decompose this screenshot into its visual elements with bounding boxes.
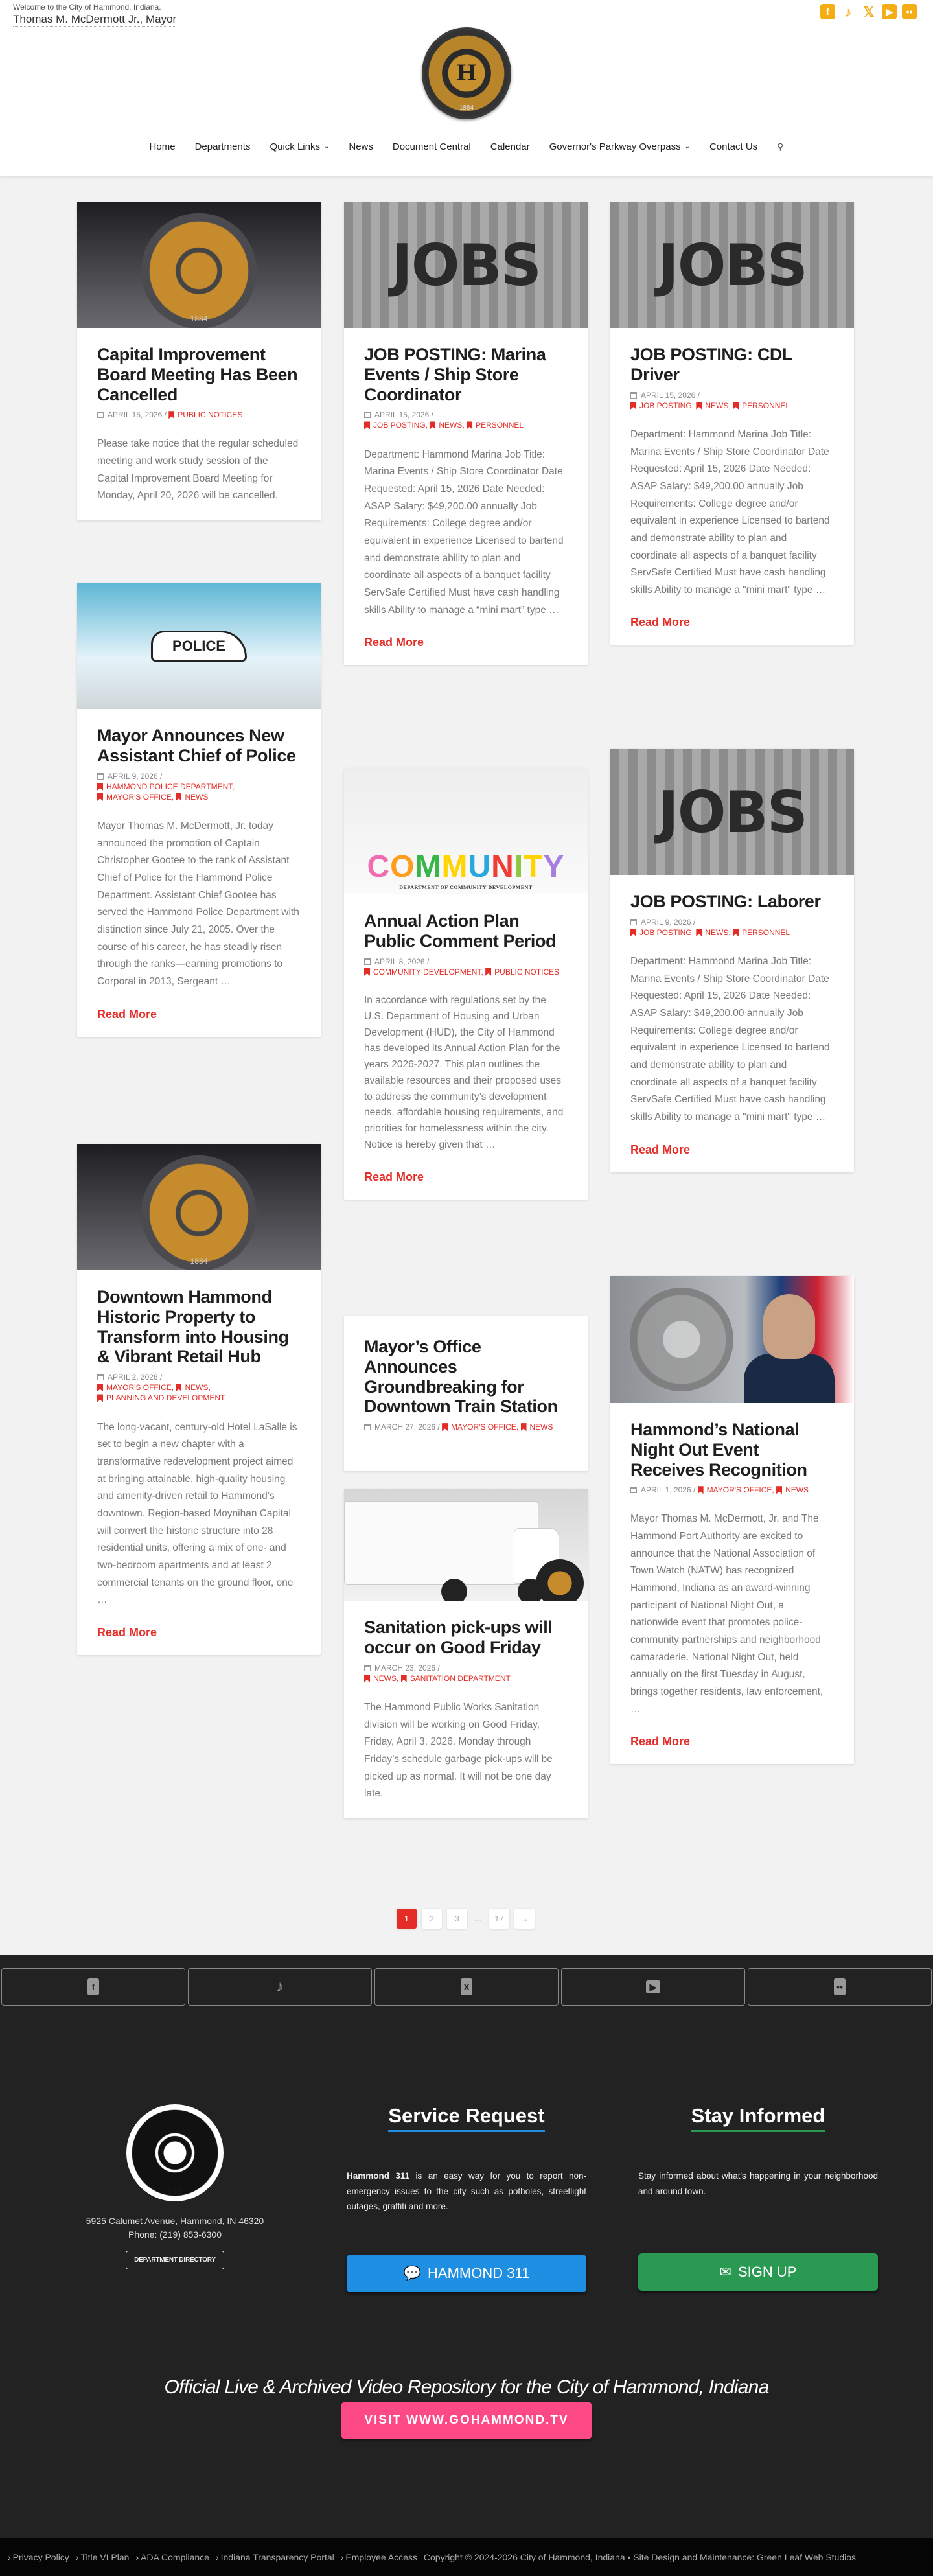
bookmark-icon <box>696 929 702 936</box>
post-card <box>610 749 854 1172</box>
button-label: HAMMOND 311 <box>428 2264 530 2281</box>
chevron-right-icon: › <box>75 2552 79 2562</box>
service-request-text <box>347 2168 586 2214</box>
footer-contact <box>65 2104 285 2269</box>
calendar-icon <box>97 412 104 418</box>
post-excerpt: Mayor Thomas M. McDermott, Jr. today announced the promotion of Captain Christopher Gootee to the rank of Assistant Chief of Police for the Hammond Police Department. Assistant Chief Gootee has served the Hammond Police Department with distinction since July 21, 2005. Over the course of his career, he has steadily risen through the ranks—earning promotions to Corporal in 2013, Sergeant … <box>97 820 299 987</box>
calendar-icon <box>630 919 637 925</box>
post-excerpt: Mayor Thomas M. McDermott, Jr. and The Hammond Port Authority are excited to announce that the National Association of Town Watch (NATW) has recognized Hammond, Indiana as an award-winning participant of National Night Out, a nationwide event that promotes police-community partnerships and neighborhood camaraderie. National Night Out, held annually on the first Tuesday in August, brings together residents, law enforcement, … <box>630 1513 824 1715</box>
bookmark-icon <box>430 421 435 429</box>
site-header <box>0 0 933 176</box>
post-meta: APRIL 1, 2026 / MAYOR'S OFFICE, NEWS <box>630 1485 834 1495</box>
link-label: Title VI Plan <box>80 2552 130 2562</box>
page-2[interactable]: 2 <box>422 1909 442 1929</box>
post-category[interactable]: COMMUNITY DEVELOPMENT, <box>364 968 483 977</box>
post-category[interactable] <box>733 401 790 410</box>
nav-home[interactable] <box>140 141 185 152</box>
post-title[interactable]: JOB POSTING: CDL Driver <box>630 345 792 384</box>
hammond-311-button[interactable] <box>347 2255 586 2292</box>
read-more-link[interactable]: Read More <box>97 1625 157 1639</box>
page-1[interactable]: 1 <box>397 1909 417 1929</box>
main-nav <box>0 141 933 152</box>
category-label: NEWS <box>439 421 463 430</box>
envelope-icon: ✉ <box>719 2264 731 2280</box>
post-category[interactable]: NEWS, <box>696 928 730 937</box>
bookmark-icon <box>176 793 181 801</box>
indiana-transparency-portal-link[interactable] <box>216 2552 334 2562</box>
post-date: APRIL 8, 2026 <box>374 957 425 966</box>
post-category[interactable] <box>776 1485 809 1494</box>
calendar-icon <box>364 412 371 418</box>
nav-label: Calendar <box>490 141 530 152</box>
post-category[interactable]: JOB POSTING, <box>364 421 428 430</box>
calendar-icon <box>630 1487 637 1493</box>
youtube-icon: ▶ <box>646 1980 660 1993</box>
post-meta: APRIL 15, 2026 / JOB POSTING, NEWS, PERSONNEL <box>364 410 568 430</box>
category-label: NEWS <box>529 1422 553 1432</box>
post-category[interactable]: HAMMOND POLICE DEPARTMENT, <box>97 782 235 791</box>
post-category[interactable]: MAYOR'S OFFICE, <box>698 1485 774 1494</box>
truck-wheel <box>441 1579 467 1601</box>
nav-governors-parkway-overpass[interactable] <box>540 141 700 152</box>
community-word: COMMUNITY <box>367 850 565 884</box>
stay-informed-text: Stay informed about what's happening in your neighborhood and around town. <box>638 2171 878 2196</box>
post-title[interactable]: Annual Action Plan Public Comment Period <box>364 911 557 951</box>
bookmark-icon <box>364 421 370 429</box>
category-label: NEWS <box>185 1383 209 1393</box>
read-more-link[interactable]: Read More <box>364 1170 424 1183</box>
read-more-link[interactable]: Read More <box>630 1735 691 1748</box>
page-3[interactable]: 3 <box>447 1909 467 1929</box>
post-category[interactable] <box>401 1674 511 1683</box>
category-label: JOB POSTING <box>639 400 692 410</box>
post-date: APRIL 9, 2026 <box>641 917 691 927</box>
category-label: MAYOR'S OFFICE <box>106 792 172 802</box>
bookmark-icon <box>776 1486 782 1494</box>
post-category[interactable]: MAYOR'S OFFICE, <box>442 1422 518 1432</box>
category-label: PUBLIC NOTICES <box>178 410 243 420</box>
category-label: PERSONNEL <box>742 400 790 410</box>
bookmark-icon <box>696 402 702 410</box>
post-card <box>77 583 321 1037</box>
jobs-image-text: JOBS <box>657 778 807 846</box>
post-date: APRIL 15, 2026 <box>108 410 163 420</box>
post-card <box>610 202 854 645</box>
post-card <box>610 1276 854 1764</box>
read-more-link[interactable]: Read More <box>364 636 424 649</box>
post-category[interactable] <box>466 421 524 430</box>
seal-letter: H <box>455 60 478 86</box>
next-page-button[interactable]: → <box>514 1909 535 1929</box>
post-card <box>344 769 588 1200</box>
post-title[interactable]: Capital Improvement Board Meeting Has Been Cancelled <box>97 345 298 404</box>
chevron-right-icon: › <box>215 2552 219 2562</box>
sign-up-button[interactable] <box>638 2253 878 2291</box>
category-label: NEWS <box>705 400 729 410</box>
post-card <box>77 202 321 520</box>
post-meta: MARCH 27, 2026 / MAYOR'S OFFICE, NEWS <box>364 1422 568 1432</box>
post-image[interactable] <box>77 1144 321 1270</box>
post-meta: APRIL 9, 2026 / HAMMOND POLICE DEPARTMENT, MAYOR'S OFFICE, NEWS <box>97 771 301 803</box>
jobs-image-text: JOBS <box>657 231 807 299</box>
copyright-text: Copyright © 2024-2026 City of Hammond, Indiana • Site Design and Maintenance: Green Leaf Web Studios <box>423 2552 857 2562</box>
mayor-link[interactable]: Thomas M. McDermott Jr., Mayor <box>13 13 177 25</box>
post-image[interactable] <box>610 202 854 328</box>
post-meta: APRIL 8, 2026 / COMMUNITY DEVELOPMENT, PUBLIC NOTICES <box>364 957 568 977</box>
bottom-bar <box>0 2538 933 2576</box>
post-date: APRIL 9, 2026 <box>108 771 158 781</box>
privacy-policy-link[interactable] <box>8 2552 69 2562</box>
city-seal-logo[interactable] <box>422 27 511 119</box>
footer-social-row <box>1 1968 932 2006</box>
nav-label: Contact Us <box>709 141 758 152</box>
post-card <box>344 1489 588 1818</box>
post-date: APRIL 15, 2026 <box>641 390 696 400</box>
post-card <box>344 202 588 665</box>
footer-flickr-link[interactable] <box>748 1968 932 2006</box>
post-category[interactable]: MAYOR'S OFFICE, <box>97 793 174 802</box>
search-icon[interactable]: ⚲ <box>777 141 784 152</box>
chevron-right-icon: › <box>8 2552 11 2562</box>
link-label: Employee Access <box>345 2552 417 2562</box>
nav-document-central[interactable] <box>383 141 481 152</box>
x-icon: X <box>461 1978 472 1995</box>
bookmark-icon <box>733 402 739 410</box>
bookmark-icon <box>364 1675 370 1682</box>
button-label: SIGN UP <box>737 2264 797 2280</box>
category-label: NEWS <box>785 1485 809 1495</box>
footer-facebook-link[interactable] <box>1 1968 185 2006</box>
post-title[interactable]: Mayor’s Office Announces Groundbreaking for Downtown Train Station <box>364 1337 558 1417</box>
post-date: APRIL 15, 2026 <box>374 410 430 420</box>
bookmark-icon <box>698 1486 704 1494</box>
service-request-body: is an easy way for you to report non-emergency issues to the city such as potholes, streetlight outages, graffiti and more. <box>347 2171 586 2212</box>
seal-year: 1884 <box>459 104 474 111</box>
calendar-icon <box>97 773 104 780</box>
bookmark-icon <box>485 968 491 976</box>
bookmark-icon <box>176 1384 181 1391</box>
link-label: ADA Compliance <box>141 2552 209 2562</box>
link-label: Privacy Policy <box>12 2552 69 2562</box>
nav-contact-us[interactable] <box>700 141 767 152</box>
bookmark-icon <box>466 421 472 429</box>
post-excerpt: Department: Hammond Marina Job Title: Marina Events / Ship Store Coordinator Date Requested: April 15, 2026 Date Needed: ASAP Salary: $49,200.00 annually Job Requirements: College degree and/or equivalent in experience Licensed to bartend and demonstrate ability to plan and coordinate all aspects of a banquet facility ServSafe Certified Must have cash handling skills Ability to manage a "mini mart" type … <box>630 956 830 1123</box>
nav-departments[interactable] <box>185 141 260 152</box>
nav-label: Document Central <box>392 141 471 152</box>
seal-graphic <box>630 1288 733 1391</box>
post-title[interactable]: Mayor Announces New Assistant Chief of Police <box>97 726 296 765</box>
flickr-icon[interactable]: •• <box>902 4 917 19</box>
link-label: Indiana Transparency Portal <box>220 2552 334 2562</box>
seal-year: 1884 <box>190 314 208 323</box>
nav-label: Departments <box>194 141 251 152</box>
visit-gohammond-tv-button[interactable]: VISIT WWW.GOHAMMOND.TV <box>341 2402 592 2439</box>
chevron-down-icon: ⌄ <box>323 143 330 150</box>
header-social-links <box>820 4 917 21</box>
post-meta: APRIL 15, 2026 / PUBLIC NOTICES <box>97 410 301 420</box>
site-footer <box>0 1955 933 2538</box>
category-label: MAYOR'S OFFICE <box>706 1485 772 1495</box>
calendar-icon <box>364 958 371 965</box>
truck-body <box>344 1501 538 1585</box>
portrait-suit <box>744 1354 835 1403</box>
category-label: PLANNING AND DEVELOPMENT <box>106 1393 225 1403</box>
post-category[interactable] <box>521 1422 553 1432</box>
post-title[interactable]: JOB POSTING: Laborer <box>630 892 821 911</box>
category-label: PERSONNEL <box>476 421 524 430</box>
post-meta: MARCH 23, 2026 / NEWS, SANITATION DEPARTMENT <box>364 1663 568 1684</box>
post-excerpt: Department: Hammond Marina Job Title: Marina Events / Ship Store Coordinator Date Requested: April 15, 2026 Date Needed: ASAP Salary: $49,200.00 annually Job Requirements: College degree and/or equivalent in experience Licensed to bartend and demonstrate ability to plan and coordinate all aspects of a banquet facility ServSafe Certified Must have cash handling skills Ability to manage a "mini mart" type … <box>630 428 830 596</box>
nav-label: News <box>349 141 373 152</box>
flickr-icon: •• <box>834 1978 846 1995</box>
ada-compliance-link[interactable] <box>135 2552 209 2562</box>
post-category[interactable] <box>733 928 790 937</box>
bookmark-icon <box>168 411 174 419</box>
category-label: MAYOR'S OFFICE <box>451 1422 516 1432</box>
nav-label: Quick Links <box>270 141 320 152</box>
calendar-icon <box>364 1665 371 1671</box>
read-more-link[interactable]: Read More <box>630 1143 691 1156</box>
facebook-icon[interactable]: f <box>820 4 835 19</box>
bookmark-icon <box>521 1423 527 1431</box>
footer-youtube-link[interactable] <box>561 1968 745 2006</box>
post-image[interactable] <box>77 583 321 709</box>
post-excerpt: Department: Hammond Marina Job Title: Marina Events / Ship Store Coordinator Date Requested: April 15, 2026 Date Needed: ASAP Salary: $49,200.00 annually Job Requirements: College degree and/or equivalent in experience Licensed to bartend and demonstrate ability to plan and coordinate all aspects of a banquet facility ServSafe Certified Must have cash handling skills Ability to manage a “mini mart” type … <box>364 448 564 616</box>
service-request-section <box>347 2104 586 2292</box>
bookmark-icon <box>97 783 103 791</box>
welcome-text: Welcome to the City of Hammond, Indiana. <box>13 3 161 12</box>
category-label: HAMMOND POLICE DEPARTMENT <box>106 782 233 791</box>
post-image[interactable] <box>610 1276 854 1403</box>
post-category[interactable] <box>97 1393 225 1402</box>
bookmark-icon <box>97 1384 103 1391</box>
post-category[interactable] <box>168 410 242 419</box>
category-label: SANITATION DEPARTMENT <box>409 1673 511 1683</box>
stay-informed-heading: Stay Informed <box>691 2104 825 2132</box>
portrait-face <box>763 1294 815 1359</box>
stay-informed-section <box>638 2104 878 2291</box>
footer-city-seal <box>126 2104 224 2201</box>
category-label: COMMUNITY DEVELOPMENT <box>373 967 481 977</box>
bookmark-icon <box>401 1675 407 1682</box>
post-title[interactable]: Hammond’s National Night Out Event Receives Recognition <box>630 1420 807 1479</box>
post-category[interactable]: JOB POSTING, <box>630 928 694 937</box>
bookmark-icon <box>733 929 739 936</box>
category-label: JOB POSTING <box>373 421 426 430</box>
calendar-icon <box>364 1424 371 1430</box>
footer-x-link[interactable] <box>374 1968 559 2006</box>
bookmark-icon <box>630 402 636 410</box>
post-date: APRIL 2, 2026 <box>108 1373 158 1382</box>
post-image[interactable] <box>344 202 588 328</box>
hammond-311-bold: Hammond 311 <box>347 2171 410 2181</box>
bookmark-icon <box>97 793 103 801</box>
post-image[interactable] <box>610 749 854 875</box>
post-category[interactable]: JOB POSTING, <box>630 401 694 410</box>
pagination <box>397 1909 535 1929</box>
post-image[interactable] <box>77 202 321 328</box>
bookmark-icon <box>442 1423 448 1431</box>
post-card <box>344 1316 588 1471</box>
chevron-right-icon: › <box>135 2552 139 2562</box>
calendar-icon <box>97 1374 104 1380</box>
category-label: JOB POSTING <box>639 927 692 937</box>
post-title[interactable]: JOB POSTING: Marina Events / Ship Store Coordinator <box>364 345 546 404</box>
chevron-down-icon: ⌄ <box>684 143 690 150</box>
video-repository-tagline: Official Live & Archived Video Repository for the City of Hammond, Indiana <box>164 2376 769 2398</box>
department-directory-button[interactable]: DEPARTMENT DIRECTORY <box>126 2251 224 2269</box>
category-label: MAYOR'S OFFICE <box>106 1383 172 1393</box>
post-category[interactable]: NEWS, <box>430 421 464 430</box>
post-excerpt: Please take notice that the regular scheduled meeting and work study session of the Capital Improvement Board Meeting for Monday, April 20, 2026 will be cancelled. <box>97 438 299 502</box>
post-excerpt: In accordance with regulations set by the U.S. Department of Housing and Urban Development (HUD), the City of Hammond has developed its Annual Action Plan for the years 2026-2027. This plan outlines the available resources and their proposed uses to address the community’s development needs, affordable housing requirements, and priorities for homelessness within the city. Notice is hereby given that … <box>364 994 564 1151</box>
post-category[interactable]: NEWS, <box>364 1674 398 1683</box>
post-category[interactable] <box>176 793 208 802</box>
nav-calendar[interactable] <box>481 141 540 152</box>
category-label: NEWS <box>373 1673 397 1683</box>
post-image[interactable] <box>344 769 588 894</box>
employee-access-link[interactable] <box>341 2552 417 2562</box>
post-meta: APRIL 15, 2026 / JOB POSTING, NEWS, PERSONNEL <box>630 390 834 411</box>
pagination-ellipsis: … <box>474 1914 483 1923</box>
post-excerpt: The long-vacant, century-old Hotel LaSalle is set to begin a new chapter with a transformative redevelopment project aimed at bringing attainable, high-quality housing and amenity-driven retail to Hammond’s downtown. Region-based Moynihan Capital will convert the historic structure into 28 residential units, offering a mix of one- and two-bedroom apartments and at least 2 commercial tenants on the ground floor, one … <box>97 1421 297 1606</box>
post-image[interactable] <box>344 1489 588 1601</box>
post-meta: APRIL 2, 2026 / MAYOR'S OFFICE, NEWS, PLANNING AND DEVELOPMENT <box>97 1372 301 1404</box>
title-vi-plan-link[interactable] <box>76 2552 130 2562</box>
bookmark-icon <box>97 1394 103 1402</box>
nav-quick-links[interactable] <box>260 141 339 152</box>
tiktok-icon: ♪ <box>276 1978 284 1995</box>
post-category[interactable]: NEWS, <box>176 1383 210 1392</box>
post-date: MARCH 23, 2026 <box>374 1663 436 1673</box>
category-label: PUBLIC NOTICES <box>494 967 560 977</box>
chevron-right-icon: › <box>340 2552 344 2562</box>
post-excerpt: The Hammond Public Works Sanitation division will be working on Good Friday, Friday, April 3, 2026. Monday through Friday’s schedule garbage pick-ups will be picked up as normal. It will not be one day late. <box>364 1701 553 1800</box>
seal-year: 1884 <box>167 2189 183 2196</box>
calendar-icon <box>630 392 637 399</box>
post-title[interactable]: Downtown Hammond Historic Property to Transform into Housing & Vibrant Retail Hub <box>97 1287 289 1367</box>
jobs-image-text: JOBS <box>391 231 540 299</box>
post-category[interactable]: MAYOR'S OFFICE, <box>97 1383 174 1392</box>
category-label: NEWS <box>705 927 729 937</box>
service-request-heading: Service Request <box>388 2104 544 2132</box>
tiktok-icon[interactable]: ♪ <box>844 4 852 20</box>
post-meta: APRIL 9, 2026 / JOB POSTING, NEWS, PERSONNEL <box>630 917 834 938</box>
nav-label: Home <box>149 141 176 152</box>
x-icon[interactable]: 𝕏 <box>863 4 875 20</box>
police-car-text: POLICE <box>151 631 247 662</box>
facebook-icon: f <box>87 1978 99 1995</box>
chat-bubble-icon: 💬 <box>403 2264 422 2281</box>
community-dept-text: DEPARTMENT OF COMMUNITY DEVELOPMENT <box>399 885 533 890</box>
footer-address-block <box>65 2214 285 2242</box>
bookmark-icon <box>364 968 370 976</box>
footer-address: 5925 Calumet Avenue, Hammond, IN 46320 <box>86 2216 264 2226</box>
post-category[interactable]: NEWS, <box>696 401 730 410</box>
post-date: MARCH 27, 2026 <box>374 1422 436 1432</box>
page-17[interactable]: 17 <box>489 1909 509 1929</box>
truck-seal <box>536 1559 584 1601</box>
post-title[interactable]: Sanitation pick-ups will occur on Good Friday <box>364 1618 553 1657</box>
bookmark-icon <box>630 929 636 936</box>
read-more-link[interactable]: Read More <box>630 616 691 629</box>
read-more-link[interactable]: Read More <box>97 1007 157 1021</box>
youtube-icon[interactable]: ▶ <box>882 4 897 19</box>
nav-news[interactable] <box>339 141 383 152</box>
post-category[interactable] <box>485 968 559 977</box>
footer-tiktok-link[interactable] <box>188 1968 372 2006</box>
post-card <box>77 1144 321 1655</box>
footer-phone: Phone: (219) 853-6300 <box>128 2229 222 2240</box>
seal-year: 1884 <box>190 1256 208 1266</box>
nav-label: Governor's Parkway Overpass <box>549 141 681 152</box>
post-date: APRIL 1, 2026 <box>641 1485 691 1495</box>
category-label: NEWS <box>185 792 209 802</box>
category-label: PERSONNEL <box>742 927 790 937</box>
